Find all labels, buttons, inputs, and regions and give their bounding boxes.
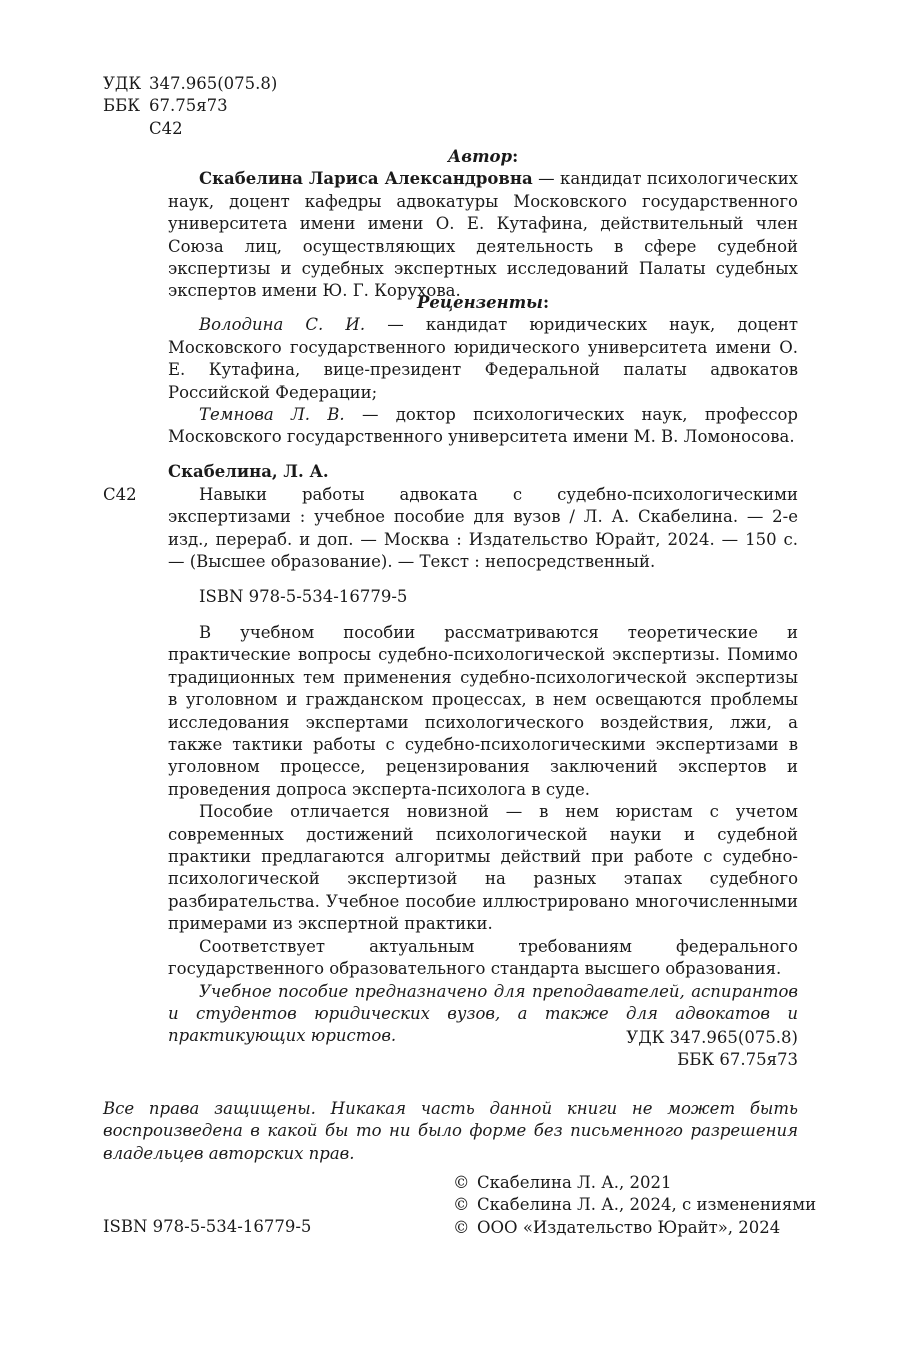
bottom-classification xyxy=(626,1027,798,1072)
reviewer-2-name: Темнова Л. В. xyxy=(199,405,345,425)
reviewer-2-description: — доктор психологических наук, профессор Московского государственного университета имени М. В. Ломоносова. xyxy=(168,405,798,447)
footer-isbn: ISBN 978-5-534-16779-5 xyxy=(103,1217,312,1236)
udk-label: УДК xyxy=(103,74,142,93)
annotation-p1: В учебном пособии рассматриваются теоретические и практические вопросы судебно-психологической экспертизы. Помимо традиционных тем применения судебно-психологической экспертизы в уголовном и гражданском процессах, в нем освещаются проблемы исследования экспертами психологического воздействия, лжи, а также тактики работы с судебно-психологическими экспертизами в уголовном процессе, рецензирования заключений экспертов и проведения допроса эксперта-психолога в суде. xyxy=(168,623,798,799)
reviewer-1-name: Володина С. И. xyxy=(199,315,366,335)
reviewer-1 xyxy=(168,314,798,404)
copyright-item-3: ООО «Издательство Юрайт», 2024 xyxy=(477,1217,781,1237)
copyright-icon: © xyxy=(453,1217,470,1237)
bbk-row xyxy=(103,95,277,117)
classification-block xyxy=(103,73,277,140)
copyright-block xyxy=(453,1172,816,1239)
author-description: — кандидат психологических наук, доцент кафедры адвокатуры Московского государственного университета имени имени О. Е. Кутафина, действительный член Союза лиц, осуществляющих деятельность в сфере судебной экспертизы и судебных экспертных исследований Палаты судебных экспертов имени Ю. Г. Корухова. xyxy=(168,169,798,301)
bbk-value: 67.75я73 xyxy=(149,96,228,116)
author-heading-row xyxy=(168,146,798,168)
reviewers-heading: Рецензенты xyxy=(416,293,543,312)
author-paragraph xyxy=(168,168,798,302)
reviewers-heading-colon: : xyxy=(542,293,550,312)
bib-isbn: ISBN 978-5-534-16779-5 xyxy=(199,586,408,606)
copyright-icon: © xyxy=(453,1173,470,1192)
copyright-row-2 xyxy=(453,1194,816,1216)
author-section xyxy=(168,146,798,303)
udk-row xyxy=(103,73,277,95)
annotation-p2: Пособие отличается новизной — в нем юристам с учетом современных достижений психологической науки и судебной практики предлагаются алгоритмы действий при работе с судебно-психологической экспертизой на разных этапах судебного разбирательства. Учебное пособие иллюстрировано многочисленными примерами из экспертной практики. xyxy=(168,802,798,934)
annotation-p3: Соответствует актуальным требованиям федерального государственного образовательного стандарта высшего образования. xyxy=(168,936,798,979)
bottom-bbk: ББК 67.75я73 xyxy=(677,1050,798,1070)
bib-author-heading: Скабелина, Л. А. xyxy=(168,462,329,481)
reviewer-2 xyxy=(168,404,798,449)
copyright-icon: © xyxy=(453,1195,470,1215)
copyright-item-1: Скабелина Л. А., 2021 xyxy=(477,1173,672,1192)
rights-notice: Все права защищены. Никакая часть данной книги не может быть воспроизведена в какой бы то ни было форме без письменного разрешения владельцев авторских прав. xyxy=(103,1099,798,1163)
bottom-udk: УДК 347.965(075.8) xyxy=(626,1028,798,1047)
bib-record xyxy=(168,484,798,608)
author-mark: С42 xyxy=(149,118,183,138)
annotation xyxy=(168,622,798,1048)
author-name: Скабелина Лариса Александровна xyxy=(199,169,533,189)
copyright-item-2: Скабелина Л. А., 2024, с изменениями xyxy=(477,1195,817,1215)
bib-mark: С42 xyxy=(103,485,137,504)
reviewers-heading-row xyxy=(168,292,798,314)
bib-description: Навыки работы адвоката с судебно-психологическими экспертизами : учебное пособие для вузов / Л. А. Скабелина. — 2-е изд., перераб. и доп. — Москва : Издательство Юрайт, 2024. — 150 с. — (Высшее образование). — Текст : непосредственный. xyxy=(168,485,798,572)
bbk-label: ББК xyxy=(103,96,141,116)
copyright-row-3 xyxy=(453,1217,816,1239)
reviewers-section xyxy=(168,292,798,449)
author-mark-row xyxy=(103,118,277,140)
udk-value: 347.965(075.8) xyxy=(149,74,278,93)
copyright-row-1 xyxy=(453,1172,816,1194)
author-heading: Автор xyxy=(447,147,513,166)
reviewer-1-description: — кандидат юридических наук, доцент Московского государственного юридического университета имени О. Е. Кутафина, вице-президент Федеральной палаты адвокатов Российской Федерации; xyxy=(168,315,798,402)
annotation-p4: Учебное пособие предназначено для преподавателей, аспирантов и студентов юридических вузов, а также для адвокатов и практикующих юристов. xyxy=(168,981,798,1046)
author-heading-colon: : xyxy=(512,147,519,166)
